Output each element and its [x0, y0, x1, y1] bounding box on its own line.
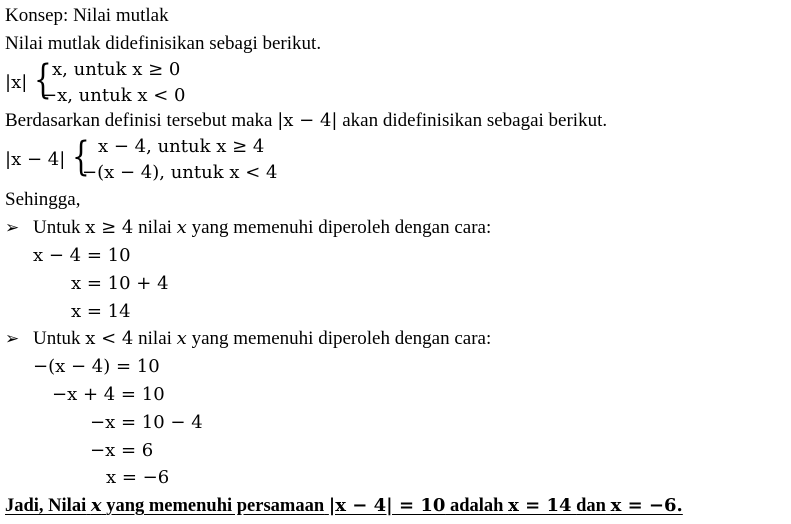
bullet1-text-b: nilai: [138, 217, 172, 238]
bullet2-step: −x + 4 = 10: [52, 384, 165, 405]
bullet2-text: [33, 327, 491, 351]
def1-case2: −x, untuk x < 0: [42, 85, 186, 106]
bullet2-text-b: nilai: [138, 328, 172, 349]
def1-lhs: |x|: [5, 72, 28, 93]
bullet2-step: −(x − 4) = 10: [33, 356, 160, 377]
para2-expression: |x − 4|: [277, 110, 338, 131]
bullet2-step: −x = 6: [90, 440, 154, 461]
left-brace-icon: {: [72, 134, 90, 180]
bullet1-condition: x ≥ 4: [85, 217, 134, 238]
conclusion: [5, 494, 683, 518]
bullet2-text-c: yang memenuhi diperoleh dengan cara:: [191, 328, 492, 349]
conclusion-solution-2: x = −6.: [610, 495, 683, 516]
bullet2-condition: x < 4: [85, 328, 134, 349]
para2-text-b: akan didefinisikan sebagai berikut.: [342, 110, 608, 131]
bullet1-variable: x: [176, 217, 187, 238]
intro-text: Nilai mutlak didefinisikan sebagi berikut.: [5, 33, 322, 54]
bullet1-step: x = 10 + 4: [71, 273, 169, 294]
conclusion-text-c: adalah: [450, 496, 504, 516]
bullet1-text-c: yang memenuhi diperoleh dengan cara:: [191, 217, 492, 238]
conclusion-text-a: Jadi, Nilai: [5, 496, 87, 516]
bullet2-step: −x = 10 − 4: [90, 412, 203, 433]
bullet1-step: x = 14: [71, 301, 131, 322]
para2-text-a: Berdasarkan definisi tersebut maka: [5, 110, 273, 131]
def2-lhs: |x − 4|: [5, 149, 66, 170]
def2-case1: x − 4, untuk x ≥ 4: [98, 136, 265, 157]
bullet2-step: x = −6: [106, 467, 170, 488]
bullet1-text: [33, 216, 491, 240]
conclusion-variable: x: [90, 495, 102, 516]
conclusion-text-d: dan: [576, 496, 606, 516]
definition-intro-2: [5, 109, 607, 133]
bullet1-text-a: Untuk: [33, 217, 81, 238]
conclusion-solution-1: x = 14: [508, 495, 572, 516]
bullet1-step: x − 4 = 10: [33, 245, 131, 266]
sehingga-text: Sehingga,: [5, 189, 81, 210]
bullet2-text-a: Untuk: [33, 328, 81, 349]
conclusion-text-b: yang memenuhi persamaan: [106, 496, 325, 516]
left-brace-icon: {: [34, 57, 52, 103]
conclusion-equation: |x − 4| = 10: [328, 495, 446, 516]
arrow-bullet-icon: ➢: [5, 218, 20, 238]
def1-case1: x, untuk x ≥ 0: [52, 59, 181, 80]
def2-case2: −(x − 4), untuk x < 4: [82, 162, 278, 183]
concept-title: Konsep: Nilai mutlak: [5, 5, 169, 26]
bullet2-variable: x: [176, 328, 187, 349]
arrow-bullet-icon: ➢: [5, 329, 20, 349]
